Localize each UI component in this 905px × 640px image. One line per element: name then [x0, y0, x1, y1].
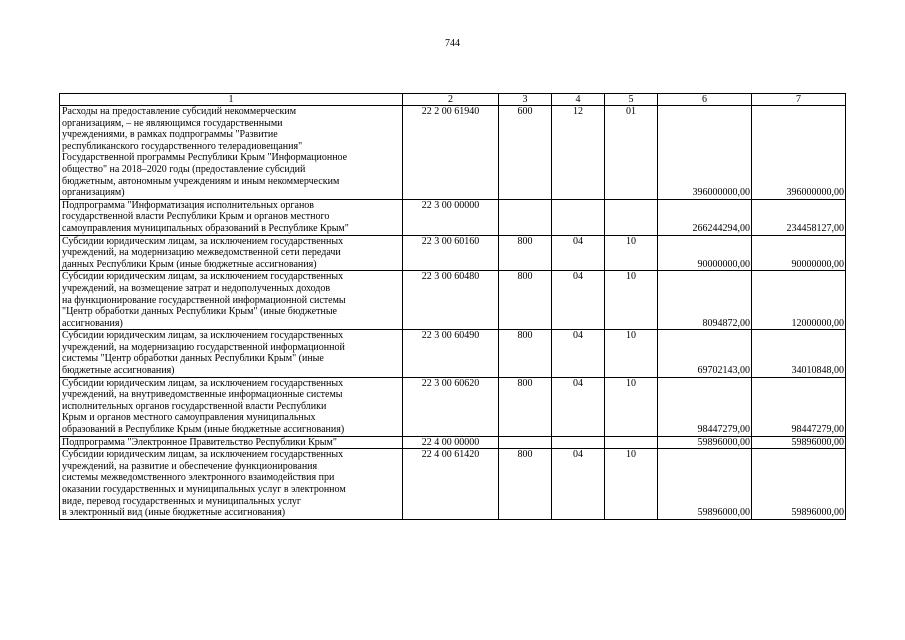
- description-line: учреждений, на модернизацию государственной информационной: [62, 341, 345, 353]
- description-line: Субсидии юридическим лицам, за исключением государственных: [62, 271, 344, 283]
- program-code: 22 4 00 00000: [403, 436, 499, 449]
- expense-type-code: 800: [499, 235, 552, 271]
- description-line: Государственной программы Республики Крым "Информационное: [62, 152, 348, 164]
- column-header: 4: [552, 94, 605, 106]
- program-code: 22 4 00 61420: [403, 449, 499, 520]
- description-line: виде, перевод государственных и муниципальных услуг: [62, 495, 302, 507]
- subsection-code: 10: [605, 271, 658, 330]
- description-line: Подпрограмма "Информатизация исполнительных органов: [62, 199, 315, 211]
- expense-type-code: [499, 436, 552, 449]
- table-row: [60, 235, 846, 271]
- program-code: 22 3 00 60160: [403, 235, 499, 271]
- description-line: бюджетные ассигнования): [62, 365, 175, 377]
- amount-year-1: 69702143,00: [658, 330, 752, 377]
- column-header: 2: [403, 94, 499, 106]
- row-description: [60, 271, 403, 330]
- subsection-code: 01: [605, 106, 658, 200]
- column-header: 3: [499, 94, 552, 106]
- description-line: государственной власти Республики Крым и органов местного: [62, 211, 330, 223]
- row-description: [60, 436, 403, 449]
- description-line: республиканского государственного телерадиовещания": [62, 140, 303, 152]
- row-description: [60, 449, 403, 520]
- amount-year-1: 98447279,00: [658, 377, 752, 436]
- description-line: бюджетным, автономным учреждениям и иным некоммерческим: [62, 175, 340, 187]
- amount-year-2: 59896000,00: [752, 436, 846, 449]
- description-line: учреждениями, в рамках подпрограммы "Развитие: [62, 129, 278, 141]
- section-code: 04: [552, 271, 605, 330]
- expense-type-code: 800: [499, 377, 552, 436]
- budget-table: [59, 93, 846, 520]
- row-description: [60, 330, 403, 377]
- amount-year-1: 396000000,00: [658, 106, 752, 200]
- amount-year-2: 234458127,00: [752, 199, 846, 235]
- table-row: [60, 330, 846, 377]
- table-row: [60, 106, 846, 200]
- table-row: [60, 436, 846, 449]
- description-line: Крым и органов местного самоуправления муниципальных: [62, 412, 316, 424]
- description-line: исполнительных органов государственной власти Республики: [62, 400, 327, 412]
- header-row: [60, 94, 846, 106]
- section-code: 04: [552, 330, 605, 377]
- amount-year-2: 12000000,00: [752, 271, 846, 330]
- description-line: Субсидии юридическим лицам, за исключением государственных: [62, 377, 344, 389]
- table-row: [60, 271, 846, 330]
- amount-year-2: 98447279,00: [752, 377, 846, 436]
- expense-type-code: 600: [499, 106, 552, 200]
- description-line: Субсидии юридическим лицам, за исключением государственных: [62, 235, 344, 247]
- program-code: 22 3 00 60620: [403, 377, 499, 436]
- program-code: 22 2 00 61940: [403, 106, 499, 200]
- description-line: ассигнования): [62, 317, 123, 329]
- row-description: [60, 106, 403, 200]
- description-line: системы "Центр обработки данных Республики Крым" (иные: [62, 353, 324, 365]
- description-line: на функционирование государственной информационной системы: [62, 294, 346, 306]
- section-code: [552, 199, 605, 235]
- description-line: образований в Республике Крым (иные бюджетные ассигнования): [62, 424, 345, 436]
- row-description: [60, 199, 403, 235]
- subsection-code: [605, 436, 658, 449]
- description-line: Расходы на предоставление субсидий некоммерческим: [62, 106, 297, 117]
- description-line: учреждений, на модернизацию межведомственной сети передачи: [62, 247, 341, 259]
- program-code: 22 3 00 60490: [403, 330, 499, 377]
- description-line: "Центр обработки данных Республики Крым" (иные бюджетные: [62, 306, 337, 318]
- subsection-code: 10: [605, 449, 658, 520]
- expense-type-code: 800: [499, 271, 552, 330]
- column-header: 7: [752, 94, 846, 106]
- amount-year-2: 396000000,00: [752, 106, 846, 200]
- table-row: [60, 199, 846, 235]
- section-code: 04: [552, 377, 605, 436]
- expense-type-code: [499, 199, 552, 235]
- amount-year-1: 59896000,00: [658, 449, 752, 520]
- table-row: [60, 449, 846, 520]
- column-header: 1: [60, 94, 403, 106]
- description-line: системы межведомственного электронного взаимодействия при: [62, 472, 335, 484]
- description-line: Подпрограмма "Электронное Правительство Республики Крым": [62, 436, 337, 448]
- description-line: организациям): [62, 187, 125, 199]
- amount-year-1: 90000000,00: [658, 235, 752, 271]
- description-line: данных Республики Крым (иные бюджетные ассигнования): [62, 258, 317, 270]
- description-line: учреждений, на внутриведомственные информационные системы: [62, 389, 343, 401]
- table-body: [60, 94, 846, 520]
- column-header: 5: [605, 94, 658, 106]
- description-line: Субсидии юридическим лицам, за исключением государственных: [62, 330, 344, 342]
- section-code: 12: [552, 106, 605, 200]
- page-number: 744: [445, 38, 460, 49]
- amount-year-2: 34010848,00: [752, 330, 846, 377]
- section-code: [552, 436, 605, 449]
- row-description: [60, 235, 403, 271]
- subsection-code: 10: [605, 330, 658, 377]
- description-line: Субсидии юридическим лицам, за исключением государственных: [62, 449, 344, 461]
- expense-type-code: 800: [499, 449, 552, 520]
- description-line: учреждений, на возмещение затрат и недополученных доходов: [62, 282, 331, 294]
- description-line: организациям, – не являющимся государственными: [62, 117, 283, 129]
- description-line: самоуправления муниципальных образований в Республике Крым": [62, 222, 349, 234]
- description-line: общество" на 2018–2020 годы (предоставление субсидий: [62, 163, 306, 175]
- program-code: 22 3 00 60480: [403, 271, 499, 330]
- subsection-code: 10: [605, 235, 658, 271]
- expense-type-code: 800: [499, 330, 552, 377]
- column-header: 6: [658, 94, 752, 106]
- table-row: [60, 377, 846, 436]
- subsection-code: [605, 199, 658, 235]
- description-line: в электронный вид (иные бюджетные ассигнования): [62, 507, 286, 519]
- description-line: учреждений, на развитие и обеспечение функционирования: [62, 460, 318, 472]
- description-line: оказании государственных и муниципальных услуг в электронном: [62, 484, 346, 495]
- amount-year-1: 8094872,00: [658, 271, 752, 330]
- amount-year-2: 90000000,00: [752, 235, 846, 271]
- amount-year-1: 59896000,00: [658, 436, 752, 449]
- row-description: [60, 377, 403, 436]
- subsection-code: 10: [605, 377, 658, 436]
- amount-year-1: 266244294,00: [658, 199, 752, 235]
- section-code: 04: [552, 235, 605, 271]
- amount-year-2: 59896000,00: [752, 449, 846, 520]
- section-code: 04: [552, 449, 605, 520]
- program-code: 22 3 00 00000: [403, 199, 499, 235]
